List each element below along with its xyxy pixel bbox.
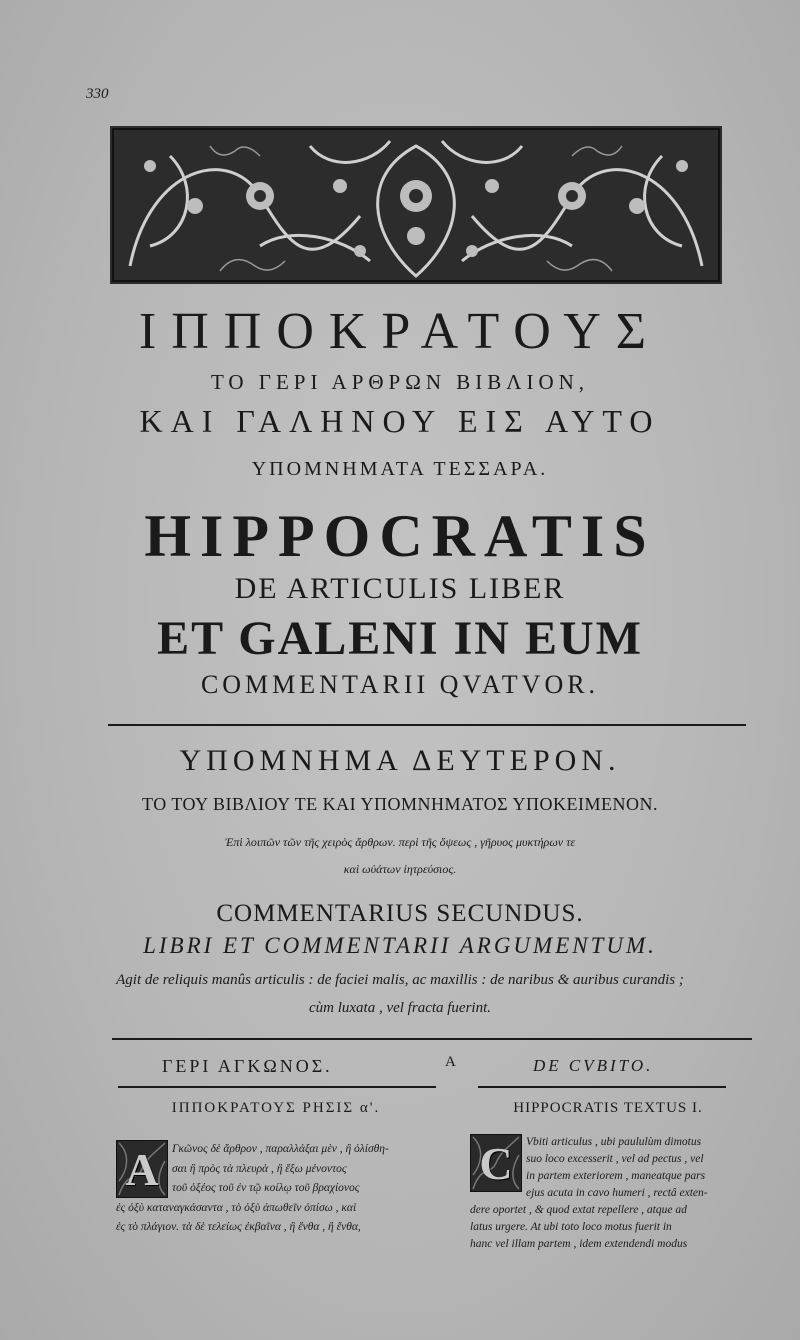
floral-scrollwork-headpiece-icon bbox=[110, 126, 722, 284]
text-line: hanc vel illam partem , idem extendendi modus bbox=[470, 1238, 688, 1250]
divider-rule bbox=[112, 1038, 752, 1040]
latin-commentary-heading: COMMENTARIUS SECUNDUS. bbox=[216, 900, 584, 927]
text-line: latus urgere. At ubi toto loco motus fuerit in bbox=[470, 1221, 672, 1233]
latin-commentary-subheading: LIBRI ET COMMENTARII ARGUMENTUM. bbox=[143, 933, 657, 958]
greek-argument-line-1: Ἐπὶ λοιπῶν τῶν τῆς χειρὸς ἄρθρων. περὶ τῆς ὄψεως , γῆρυος μυκτήρων τε bbox=[224, 835, 576, 849]
left-column-rule bbox=[118, 1086, 436, 1088]
greek-author-title: ΙΠΠΟΚΡΑΤΟΥΣ bbox=[138, 303, 662, 360]
dropcap-letter: C bbox=[479, 1138, 513, 1189]
latin-argument-line-1: Agit de reliquis manûs articulis : de faciei malis, ac maxillis : de naribus & auribus curandis ; bbox=[116, 972, 684, 988]
page-number: 330 bbox=[86, 86, 109, 102]
latin-section-title: DE CVBITO. bbox=[533, 1056, 654, 1075]
right-column-heading: HIPPOCRATIS TEXTUS I. bbox=[513, 1100, 703, 1116]
latin-title-line-1: DE ARTICULIS LIBER bbox=[234, 572, 566, 605]
greek-title-line-1: ΤΟ ΓΕΡΙ ΑΡΘΡΩΝ ΒΙΒΛΙΟΝ, bbox=[210, 370, 590, 394]
greek-section-title: ΓΕΡΙ ΑΓΚΩΝΟΣ. bbox=[162, 1056, 333, 1076]
text-line: Γκῶνος δὲ ἄρθρον , παραλλάξαι μὲν , ἢ ὀλίσθη- bbox=[172, 1143, 389, 1155]
text-line: τοῦ ὀξέος τοῦ ἐν τῷ κοίλῳ τοῦ βραχίονος bbox=[172, 1182, 360, 1194]
greek-commentary-heading: ΥΠΟΜΝΗΜΑ ΔΕΥΤΕΡΟΝ. bbox=[179, 744, 621, 777]
dropcap-left bbox=[116, 1140, 168, 1198]
text-line: in partem exteriorem , maneatque pars bbox=[526, 1170, 706, 1182]
dropcap-right bbox=[470, 1134, 522, 1192]
divider-rule bbox=[108, 724, 746, 726]
latin-argument-line-2: cùm luxata , vel fracta fuerint. bbox=[308, 1000, 492, 1016]
greek-argument-line-2: καὶ ωὐάτων ἰητρεύσιος. bbox=[343, 862, 457, 876]
section-marker: A bbox=[445, 1054, 456, 1070]
right-column-rule bbox=[478, 1086, 726, 1088]
text-line: ἐς τὸ πλάγιον. τὰ δὲ τελείως ἐκβαῖνα , ἢ ἔνθα , ἢ ἔνθα, bbox=[116, 1221, 361, 1233]
left-column-heading: ΙΠΠΟΚΡΑΤΟΥΣ ΡΗΣΙΣ α'. bbox=[171, 1100, 381, 1116]
text-line: σαι ἢ πρὸς τὰ πλευρὰ , ἢ ἔξω μένοντος bbox=[172, 1162, 347, 1175]
text-line: ἐς ὀξὺ καταναγκάσαντα , τὸ ὀξὺ ἀπωθεῖν ὀπίσω , καὶ bbox=[116, 1201, 357, 1214]
dropcap-letter: A bbox=[125, 1144, 159, 1195]
text-line: Vbiti articulus , ubi paululùm dimotus bbox=[526, 1136, 702, 1148]
latin-title-line-2: ET GALENI IN EUM bbox=[157, 612, 643, 665]
latin-title-line-3: COMMENTARII QVATVOR. bbox=[200, 670, 600, 699]
greek-title-line-3: ΥΠΟΜΝΗΜΑΤΑ ΤΕΣΣΑΡΑ. bbox=[251, 458, 549, 480]
latin-author-title: HIPPOCRATIS bbox=[144, 503, 656, 569]
text-line: ejus acuta in cavo humeri , rectâ exten- bbox=[526, 1187, 708, 1199]
right-column-text bbox=[470, 1134, 770, 1253]
text-line: suo loco excesserit , vel ad pectus , vel bbox=[526, 1153, 704, 1165]
greek-commentary-subheading: ΤΟ ΤΟΥ ΒΙΒΛΙΟΥ ΤΕ ΚΑΙ ΥΠΟΜΝΗΜΑΤΟΣ ΥΠΟΚΕΙΜΕΝΟΝ. bbox=[142, 794, 658, 814]
left-column-text bbox=[116, 1140, 452, 1238]
greek-title-line-2: ΚΑΙ ΓΑΛΗΝΟΥ ΕΙΣ ΑΥΤΟ bbox=[139, 403, 661, 439]
text-line: dere oportet , & quod extat repellere , atque ad bbox=[470, 1204, 687, 1216]
